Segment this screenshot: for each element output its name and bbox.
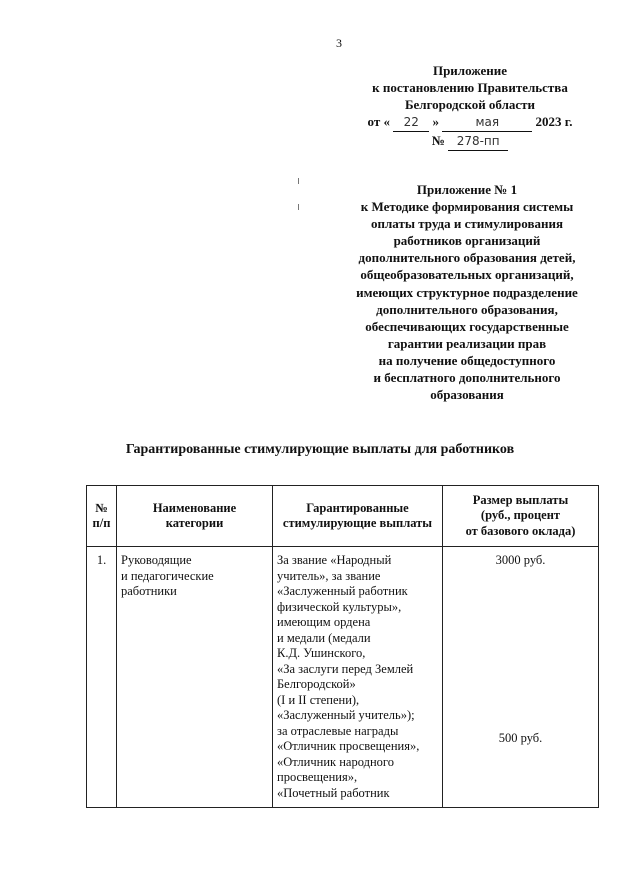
header-num: № п/п (87, 486, 117, 547)
appendix-1-line: обеспечивающих государственные (365, 318, 569, 334)
appendix-header (350, 62, 590, 151)
row-category: Руководящие и педагогические работники (117, 547, 273, 808)
table-header-row (87, 486, 599, 547)
date-prefix: от « (367, 114, 391, 129)
appendix-1-line: оплаты труда и стимулирования (371, 216, 563, 232)
row-size (443, 547, 599, 808)
size-value-2: 500 руб. (498, 731, 543, 745)
header-size: Размер выплаты (руб., процент от базового оклада) (443, 486, 599, 547)
date-suffix: 2023 г. (535, 114, 573, 129)
number-value: 278-пп (448, 133, 508, 151)
document-title: Гарантированные стимулирующие выплаты для работников (125, 442, 515, 457)
size-value-1: 3000 руб. (495, 553, 546, 567)
payments-table (86, 485, 599, 808)
date-day: 22 (393, 114, 429, 132)
appendix-1-line: к Методике формирования системы (360, 199, 574, 215)
date-mid: » (432, 114, 440, 129)
appendix-1-line: имеющих структурное подразделение (356, 284, 578, 300)
scan-mark (298, 178, 299, 184)
appendix-1-line: дополнительного образования детей, (358, 250, 576, 266)
appendix-date (350, 113, 590, 132)
header-payments: Гарантированные стимулирующие выплаты (273, 486, 443, 547)
row-payments: За звание «Народный учитель», за звание «Заслуженный работник физической культуры», имеющим ордена и медали (медали К.Д. Ушинского, «За заслуги перед Землей Белгородской» (I и II степени), «Заслуженный учитель»); за отраслевые награды «Отличник просвещения», «Отличник народного просвещения», «Почетный работник (273, 547, 443, 808)
appendix-1-line: образования (430, 387, 504, 403)
appendix-1-line: Приложение № 1 (416, 182, 518, 197)
appendix-number (350, 132, 590, 151)
header-category: Наименование категории (117, 486, 273, 547)
number-prefix: № (431, 133, 445, 148)
appendix-1-line: и бесплатного дополнительного (373, 370, 561, 386)
appendix-1-line: общеобразовательных организаций, (360, 267, 574, 283)
page-number: 3 (336, 36, 342, 50)
date-month: мая (442, 114, 532, 132)
row-num: 1. (87, 547, 117, 808)
scan-mark (298, 204, 299, 210)
appendix-1-line: дополнительного образования, (376, 301, 558, 317)
appendix-1-line: гарантии реализации прав (387, 335, 547, 351)
appendix-line-2: Белгородской области (404, 97, 536, 112)
appendix-line-1: к постановлению Правительства (372, 80, 568, 95)
table-row (87, 547, 599, 808)
appendix-1-header (322, 181, 612, 403)
appendix-title: Приложение (432, 63, 508, 78)
appendix-1-line: на получение общедоступного (378, 352, 556, 368)
appendix-1-line: работников организаций (393, 233, 541, 249)
